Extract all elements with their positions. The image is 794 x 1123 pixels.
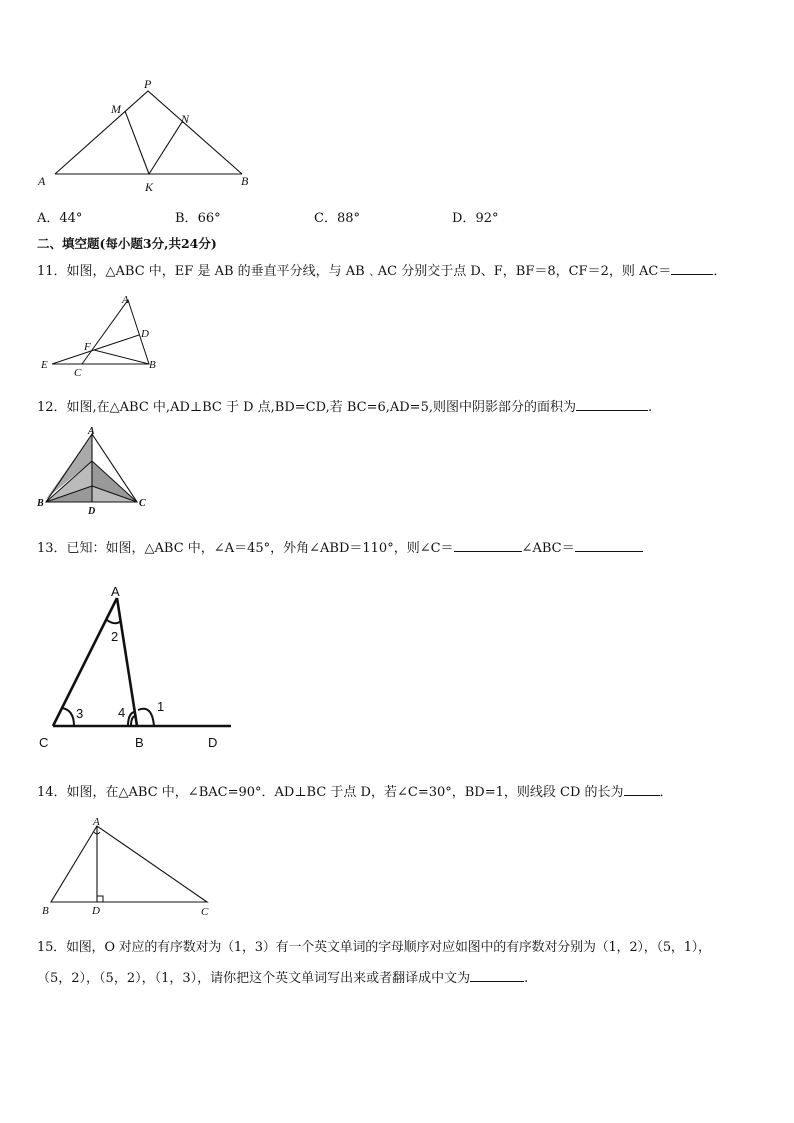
label-d: D: [141, 328, 149, 340]
answer-blank-12[interactable]: [576, 398, 648, 411]
label-a: A: [38, 174, 46, 188]
option-b[interactable]: B．66°: [175, 211, 221, 226]
answer-blank-15[interactable]: [470, 969, 524, 982]
label-n: N: [181, 112, 190, 126]
segment-ed: [52, 335, 139, 364]
question-14-text: 14．如图，在△ABC 中，∠BAC=90°．AD⊥BC 于点 D，若∠C=30°，BD=1，则线段 CD 的长为: [37, 785, 624, 800]
question-14: 14．如图，在△ABC 中，∠BAC=90°．AD⊥BC 于点 D，若∠C=30°，BD=1，则线段 CD 的长为 ．: [37, 785, 673, 800]
question-15-line2: （5，2），（5，2），（1，3），请你把这个英文单词写出来或者翻译成中文为 .: [37, 971, 529, 986]
question-15-text: （5，2），（5，2），（1，3），请你把这个英文单词写出来或者翻译成中文为: [37, 971, 471, 986]
angle-arc-3: [62, 708, 74, 726]
figure-q12: [36, 426, 156, 518]
question-12: 12．如图,在△ABC 中,AD⊥BC 于 D 点,BD=CD,若 BC=6,AD=5,则图中阴影部分的面积为 .: [37, 400, 653, 415]
label-m: M: [111, 102, 121, 116]
label-d: D: [88, 506, 96, 517]
label-b: B: [37, 498, 44, 509]
question-11-text: 11．如图，△ABC 中，EF 是 AB 的垂直平分线，与 AB﹑AC 分别交于点 D、F，BF＝8，CF＝2，则 AC＝: [37, 264, 672, 279]
question-15-line1: 15．如图，O 对应的有序数对为（1，3）有一个英文单词的字母顺序对应如图中的有序数对分别为（1，2），（5，1），: [37, 940, 711, 955]
segment-fb: [94, 350, 149, 364]
question-13-text: 13．已知：如图，△ABC 中，∠A＝45°，外角∠ABD＝110°，则∠C＝: [37, 541, 454, 556]
label-angle-3: 3: [76, 706, 84, 721]
triangle-abc: [51, 826, 207, 902]
label-a: A: [122, 294, 129, 306]
label-f: F: [84, 341, 91, 353]
label-d: D: [92, 905, 100, 917]
label-k: K: [145, 180, 154, 194]
answer-blank-11[interactable]: [671, 262, 713, 275]
label-b: B: [42, 905, 49, 917]
question-11: 11．如图，△ABC 中，EF 是 AB 的垂直平分线，与 AB﹑AC 分别交于点 D、F，BF＝8，CF＝2，则 AC＝ ．: [37, 264, 727, 279]
angle-arc-2: [107, 620, 121, 623]
segment-nk: [149, 122, 182, 174]
segment-mk: [125, 111, 149, 174]
label-p: P: [144, 77, 152, 91]
label-c: C: [139, 498, 146, 509]
option-a[interactable]: A．44°: [37, 211, 83, 226]
figure-q13: [34, 580, 244, 755]
label-a: A: [111, 584, 120, 599]
answer-blank-14[interactable]: [624, 783, 660, 796]
answer-blank-13a[interactable]: [454, 539, 522, 552]
section-title: 二、填空题(每小题3分,共24分): [37, 236, 217, 251]
label-angle-4: 4: [118, 705, 126, 720]
option-d[interactable]: D．92°: [452, 211, 499, 226]
label-c: C: [39, 735, 49, 750]
label-a: A: [88, 426, 95, 437]
label-b: B: [135, 735, 144, 750]
option-c[interactable]: C．88°: [314, 211, 360, 226]
label-b: B: [241, 174, 249, 188]
label-c: C: [201, 906, 209, 918]
side-ca: [53, 598, 117, 726]
question-13: 13．已知：如图，△ABC 中，∠A＝45°，外角∠ABD＝110°，则∠C＝ ∠ABC＝: [37, 537, 643, 556]
figure-q11: [38, 292, 168, 377]
question-12-text: 12．如图,在△ABC 中,AD⊥BC 于 D 点,BD=CD,若 BC=6,AD=5,则图中阴影部分的面积为: [37, 400, 576, 415]
label-d: D: [208, 735, 218, 750]
label-c: C: [74, 367, 82, 379]
label-a: A: [93, 816, 100, 828]
triangle-abc: [82, 300, 149, 364]
label-e: E: [41, 359, 48, 371]
figure-q14: [38, 814, 218, 920]
triangle-apb: [55, 91, 242, 174]
right-angle-mark: [97, 896, 103, 902]
figure-q10: [30, 78, 260, 198]
label-angle-2: 2: [111, 629, 119, 644]
answer-blank-13b[interactable]: [575, 539, 643, 552]
label-b: B: [149, 359, 156, 371]
label-angle-1: 1: [157, 699, 165, 714]
angle-arc-1: [138, 709, 154, 726]
